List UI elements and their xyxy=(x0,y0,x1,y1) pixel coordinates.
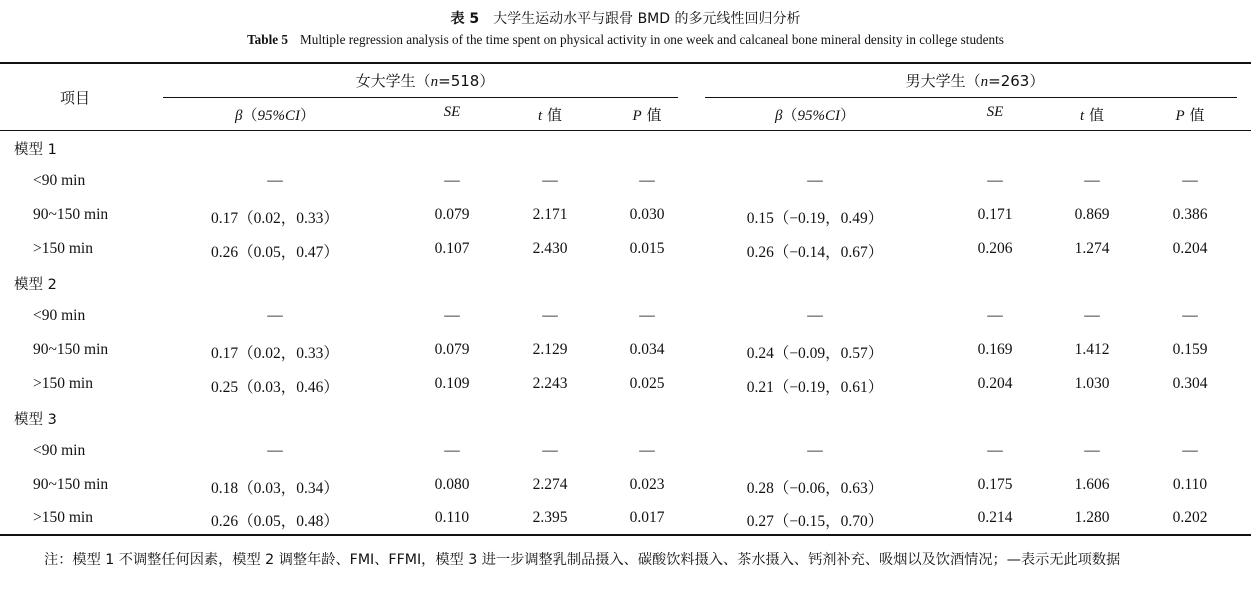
female-p: — xyxy=(639,307,655,324)
male-se: — xyxy=(987,172,1003,189)
ci-label: 95%CI xyxy=(797,108,840,124)
table-title-cn xyxy=(0,8,1251,28)
ci-open: （ xyxy=(782,106,798,124)
male-t: 0.869 xyxy=(1074,206,1110,223)
female-beta: — xyxy=(267,172,283,189)
header-female-p xyxy=(607,104,687,125)
male-p: 0.386 xyxy=(1172,206,1208,223)
header-male-t xyxy=(1052,104,1132,125)
header-male-group xyxy=(800,70,1150,91)
female-p: — xyxy=(639,442,655,459)
header-female-t xyxy=(510,104,590,125)
female-t: 2.430 xyxy=(532,240,568,257)
male-beta: 0.15（−0.19，0.49） xyxy=(746,210,884,227)
row-label: >150 min xyxy=(33,375,93,392)
male-se: 0.214 xyxy=(977,509,1013,526)
female-se: — xyxy=(444,172,460,189)
male-p: 0.202 xyxy=(1172,509,1208,526)
row-label: >150 min xyxy=(33,240,93,257)
female-p: 0.015 xyxy=(629,240,665,257)
male-p: — xyxy=(1182,307,1198,324)
female-se: 0.110 xyxy=(434,509,470,526)
male-se: 0.206 xyxy=(977,240,1013,257)
header-bottom-rule xyxy=(0,130,1251,131)
p-symbol: P xyxy=(632,108,642,124)
male-t: 1.280 xyxy=(1074,509,1110,526)
beta-symbol: β xyxy=(774,108,783,124)
p-symbol: P xyxy=(1175,108,1185,124)
male-p: 0.159 xyxy=(1172,341,1208,358)
row-label: 90~150 min xyxy=(33,206,109,223)
female-t: 2.274 xyxy=(532,476,568,493)
header-item: 项目 xyxy=(59,89,90,107)
female-beta: 0.17（0.02，0.33） xyxy=(211,345,339,362)
male-se: 0.204 xyxy=(977,375,1013,392)
t-suffix: 值 xyxy=(542,106,562,124)
male-p: — xyxy=(1182,442,1198,459)
female-beta: 0.26（0.05，0.48） xyxy=(211,513,339,530)
female-se: 0.079 xyxy=(434,341,470,358)
top-rule xyxy=(0,62,1251,64)
female-t: — xyxy=(542,442,558,459)
row-label: 90~150 min xyxy=(33,341,109,358)
table-caption-cn: 大学生运动水平与跟骨 BMD 的多元线性回归分析 xyxy=(493,11,801,27)
header-female-group xyxy=(250,70,600,91)
male-beta: 0.21（−0.19，0.61） xyxy=(746,379,884,396)
female-group-rule xyxy=(163,97,678,98)
table-title-en xyxy=(0,32,1251,48)
male-p: — xyxy=(1182,172,1198,189)
t-symbol: t xyxy=(538,108,543,124)
female-beta: 0.17（0.02，0.33） xyxy=(211,210,339,227)
male-beta: — xyxy=(807,307,823,324)
male-t: 1.412 xyxy=(1074,341,1110,358)
ci-close: ） xyxy=(839,106,855,124)
female-se: 0.080 xyxy=(434,476,470,493)
male-se: 0.169 xyxy=(977,341,1013,358)
female-group-n: n xyxy=(430,74,439,90)
female-t: 2.171 xyxy=(532,206,568,223)
group-title: 模型 3 xyxy=(14,412,57,428)
male-t: 1.274 xyxy=(1074,240,1110,257)
row-label: <90 min xyxy=(33,307,86,324)
header-male-se: SE xyxy=(986,104,1004,120)
female-beta: 0.25（0.03，0.46） xyxy=(211,379,339,396)
male-se: 0.171 xyxy=(977,206,1013,223)
female-se: — xyxy=(444,442,460,459)
row-label: <90 min xyxy=(33,172,86,189)
header-male-p xyxy=(1150,104,1230,125)
female-t: 2.395 xyxy=(532,509,568,526)
header-female-se: SE xyxy=(443,104,461,120)
female-beta: — xyxy=(267,307,283,324)
female-beta: — xyxy=(267,442,283,459)
male-group-prefix: 男大学生（ xyxy=(905,72,981,90)
female-se: 0.079 xyxy=(434,206,470,223)
p-suffix: 值 xyxy=(1184,106,1205,124)
table-number-en: Table 5 xyxy=(247,32,289,47)
row-label: >150 min xyxy=(33,509,93,526)
male-group-suffix: =263） xyxy=(988,72,1045,90)
female-se: 0.109 xyxy=(434,375,470,392)
female-p: 0.030 xyxy=(629,206,665,223)
female-group-prefix: 女大学生（ xyxy=(355,72,431,90)
female-se: 0.107 xyxy=(434,240,470,257)
male-p: 0.204 xyxy=(1172,240,1208,257)
table-number-cn: 表 5 xyxy=(450,11,480,27)
table-caption-en: Multiple regression analysis of the time spent on physical activity in one week and calcaneal bone mineral density in college students xyxy=(300,32,1004,47)
male-group-n: n xyxy=(980,74,989,90)
table-footnote: 注：模型 1 不调整任何因素，模型 2 调整年龄、FMI、FFMI，模型 3 进一步调整乳制品摄入、碳酸饮料摄入、茶水摄入、钙剂补充、吸烟以及饮酒情况；—表示无此项数据 xyxy=(44,552,1121,568)
male-beta: 0.26（−0.14，0.67） xyxy=(746,244,884,261)
p-suffix: 值 xyxy=(641,106,662,124)
female-beta: 0.26（0.05，0.47） xyxy=(211,244,339,261)
ci-label: 95%CI xyxy=(257,108,300,124)
female-t: 2.129 xyxy=(532,341,568,358)
ci-close: ） xyxy=(299,106,315,124)
male-beta: 0.28（−0.06，0.63） xyxy=(746,480,884,497)
row-label: <90 min xyxy=(33,442,86,459)
header-male-beta xyxy=(715,104,915,125)
male-t: 1.030 xyxy=(1074,375,1110,392)
male-t: — xyxy=(1084,442,1100,459)
female-t: — xyxy=(542,307,558,324)
female-p: 0.023 xyxy=(629,476,665,493)
female-t: 2.243 xyxy=(532,375,568,392)
female-p: 0.034 xyxy=(629,341,665,358)
male-se: 0.175 xyxy=(977,476,1013,493)
female-p: — xyxy=(639,172,655,189)
female-t: — xyxy=(542,172,558,189)
t-suffix: 值 xyxy=(1084,106,1104,124)
male-beta: — xyxy=(807,172,823,189)
bottom-rule xyxy=(0,534,1251,536)
row-label: 90~150 min xyxy=(33,476,109,493)
male-group-rule xyxy=(705,97,1237,98)
male-t: — xyxy=(1084,172,1100,189)
ci-open: （ xyxy=(242,106,258,124)
male-se: — xyxy=(987,442,1003,459)
female-beta: 0.18（0.03，0.34） xyxy=(211,480,339,497)
male-beta: 0.27（−0.15，0.70） xyxy=(746,513,884,530)
group-title: 模型 1 xyxy=(14,142,57,158)
group-title: 模型 2 xyxy=(14,277,57,293)
header-female-beta xyxy=(175,104,375,125)
male-beta: — xyxy=(807,442,823,459)
female-p: 0.025 xyxy=(629,375,665,392)
female-p: 0.017 xyxy=(629,509,665,526)
beta-symbol: β xyxy=(234,108,243,124)
male-p: 0.110 xyxy=(1172,476,1208,493)
male-t: 1.606 xyxy=(1074,476,1110,493)
female-group-suffix: =518） xyxy=(438,72,495,90)
male-se: — xyxy=(987,307,1003,324)
male-p: 0.304 xyxy=(1172,375,1208,392)
t-symbol: t xyxy=(1080,108,1085,124)
female-se: — xyxy=(444,307,460,324)
male-t: — xyxy=(1084,307,1100,324)
male-beta: 0.24（−0.09，0.57） xyxy=(746,345,884,362)
